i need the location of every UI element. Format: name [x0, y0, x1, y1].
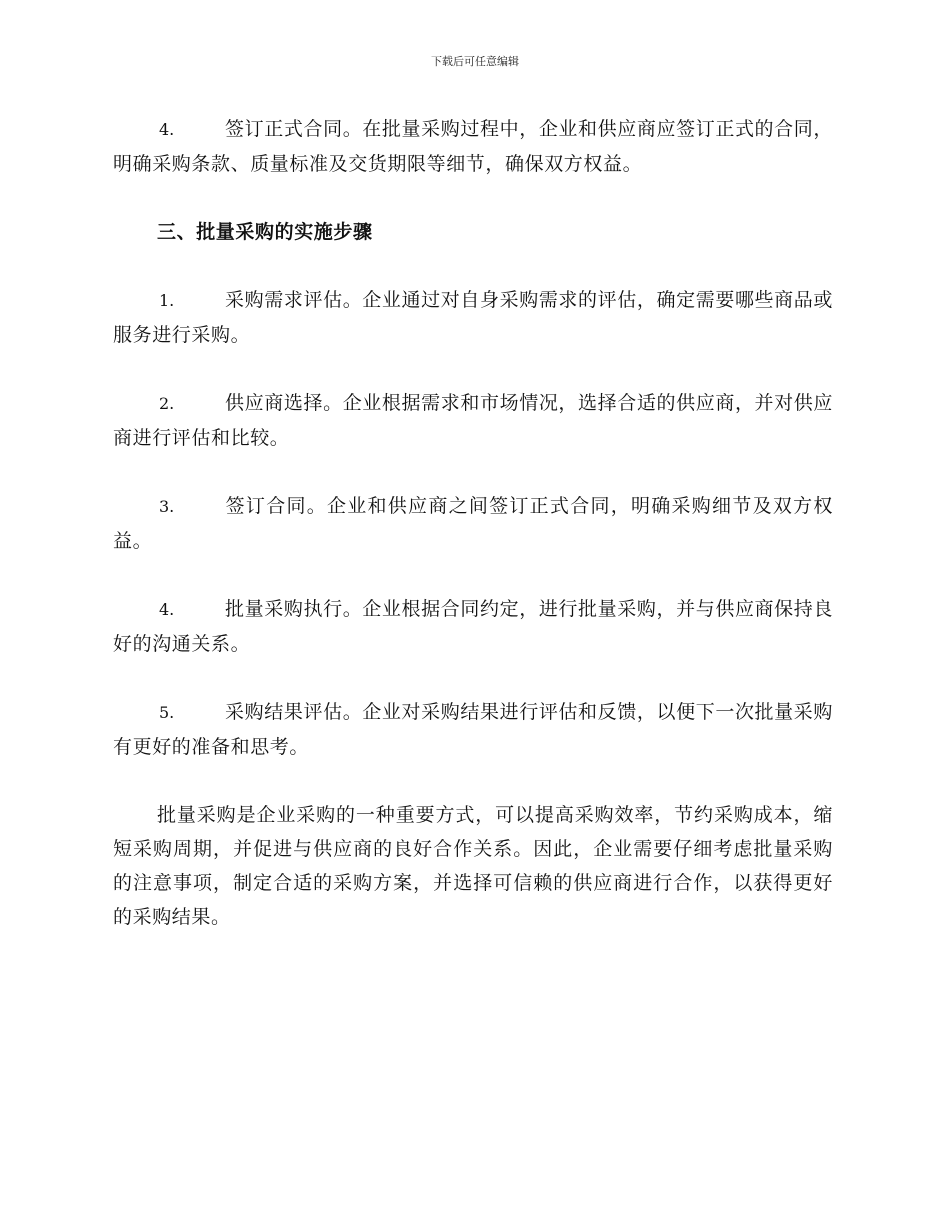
step-number: 2. [159, 394, 175, 413]
step-item-3 [113, 489, 833, 558]
list-item-text: 签订正式合同。在批量采购过程中，企业和供应商应签订正式的合同，明确采购条款、质量标准及交货期限等细节，确保双方权益。 [113, 118, 833, 175]
step-text: 供应商选择。企业根据需求和市场情况，选择合适的供应商，并对供应商进行评估和比较。 [113, 392, 833, 449]
step-item-1 [113, 283, 833, 352]
step-text: 采购需求评估。企业通过对自身采购需求的评估，确定需要哪些商品或服务进行采购。 [113, 289, 833, 346]
step-number: 1. [159, 291, 175, 310]
step-text: 采购结果评估。企业对采购结果进行评估和反馈，以便下一次批量采购有更好的准备和思考。 [113, 701, 833, 758]
step-number: 4. [159, 600, 175, 619]
step-item-5 [113, 695, 833, 764]
list-item-number: 4. [159, 120, 175, 139]
document-body [113, 112, 833, 934]
step-text: 签订合同。企业和供应商之间签订正式合同，明确采购细节及双方权益。 [113, 495, 833, 552]
page-header: 下载后可任意编辑 [431, 55, 519, 68]
step-number: 3. [159, 497, 175, 516]
list-item-prev-4 [113, 112, 833, 181]
step-text: 批量采购执行。企业根据合同约定，进行批量采购，并与供应商保持良好的沟通关系。 [113, 598, 833, 655]
step-number: 5. [159, 703, 175, 722]
step-item-4 [113, 592, 833, 661]
step-item-2 [113, 386, 833, 455]
conclusion-paragraph: 批量采购是企业采购的一种重要方式，可以提高采购效率，节约采购成本，缩短采购周期，并促进与供应商的良好合作关系。因此，企业需要仔细考虑批量采购的注意事项，制定合适的采购方案，并选择可信赖的供应商进行合作，以获得更好的采购结果。 [113, 804, 833, 928]
section-heading: 三、批量采购的实施步骤 [157, 221, 373, 243]
